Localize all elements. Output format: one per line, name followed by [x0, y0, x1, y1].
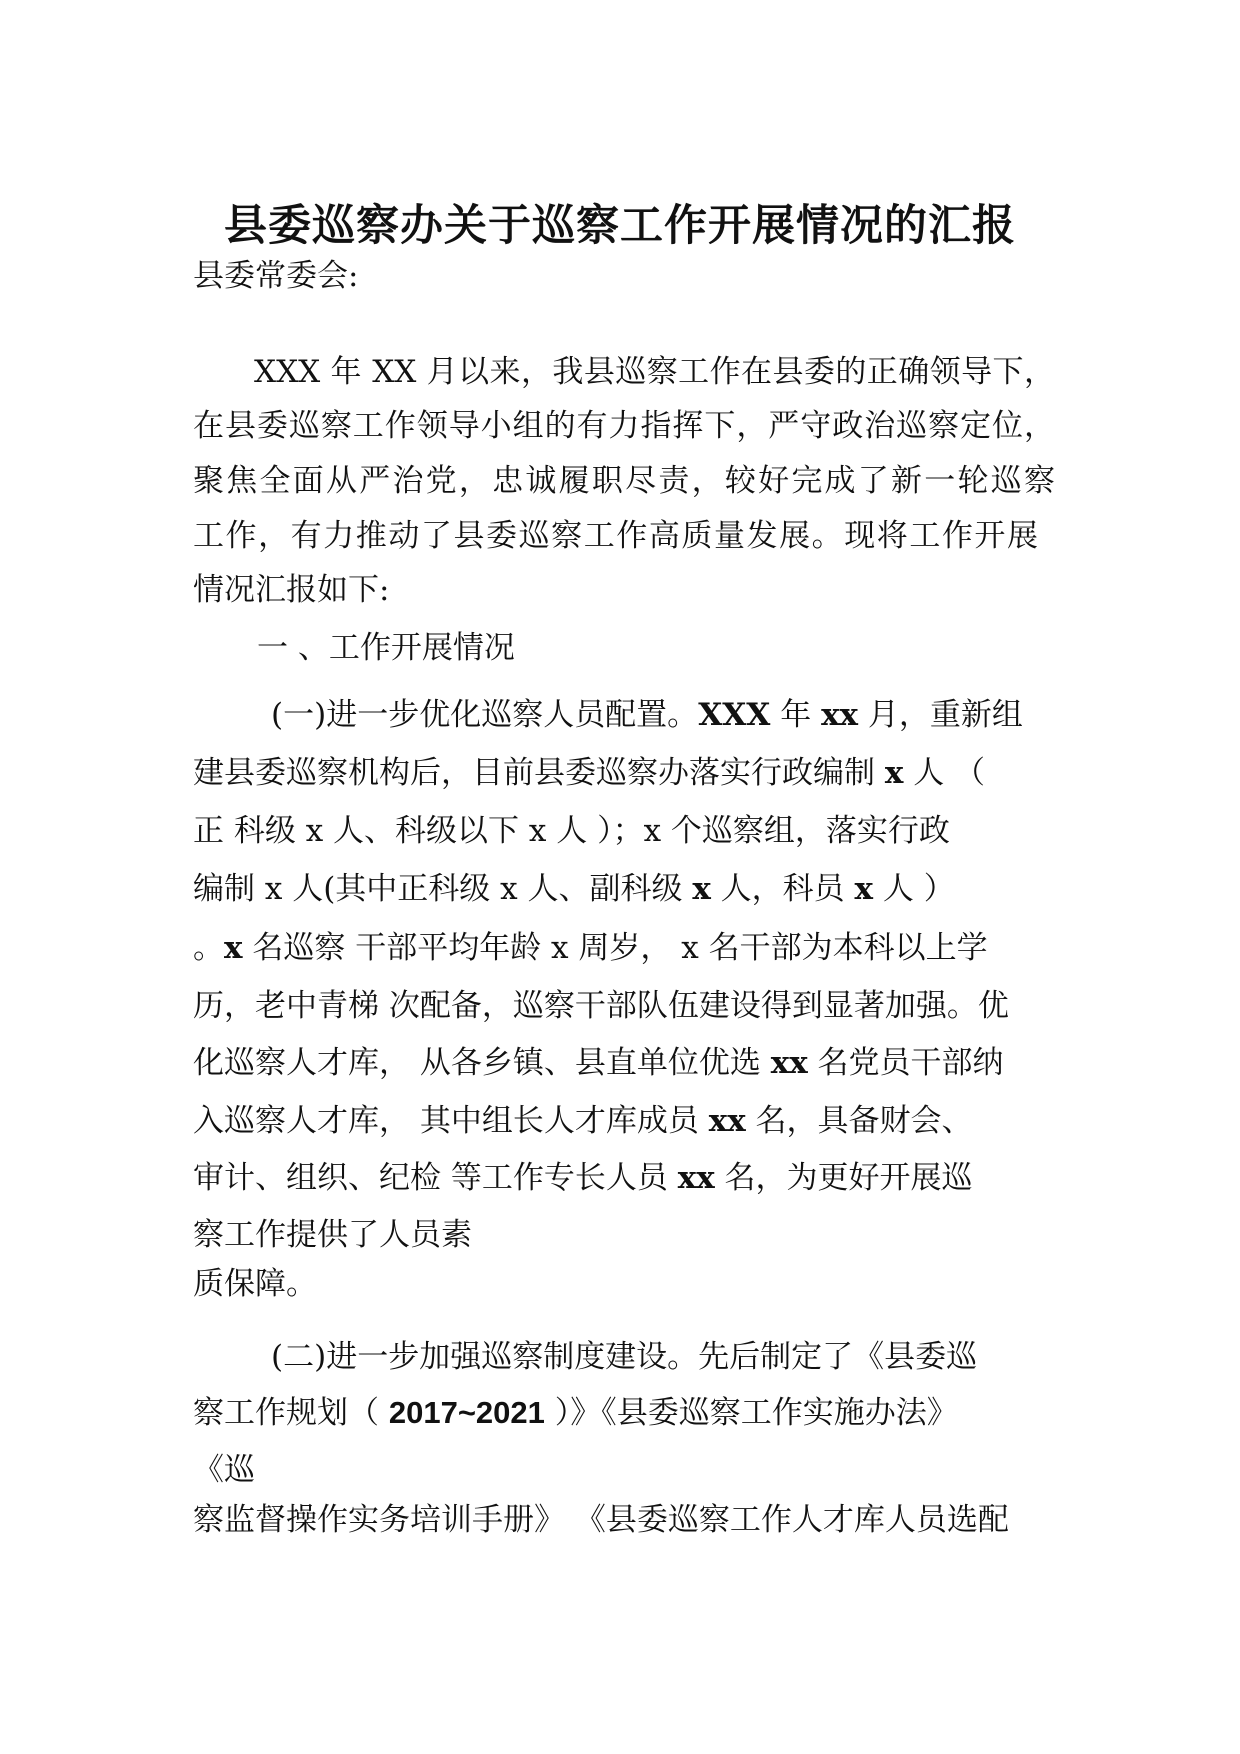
para1-line-1-rest: 月，重新组 — [858, 697, 1023, 733]
para1-line-9 — [193, 1158, 973, 1198]
para1-line-1-year-unit: 年 — [770, 697, 822, 733]
para2-line-1: (二)进一步加强巡察制度建设。先后制定了《县委巡 — [271, 1339, 978, 1375]
intro-line-5: 情况汇报如下: — [193, 572, 390, 608]
intro-line-3: 聚焦全面从严治党，忠诚履职尽责，较好完成了新一轮巡察 — [193, 463, 1055, 499]
intro-line-2: 在县委巡察工作领导小组的有力指挥下，严守政治巡察定位， — [193, 408, 1055, 444]
intro-line-4: 工作，有力推动了县委巡察工作高质量发展。现将工作开展 — [193, 518, 1038, 554]
para1-line-4-count-b: x — [854, 871, 874, 907]
para2-line-2-rest: ）》《县委巡察工作实施办法》 — [544, 1395, 958, 1431]
para2-line-3: 《巡 — [193, 1452, 255, 1488]
para1-line-3: 正 科级 x 人、科级以下 x 人 ）；x 个巡察组，落实行政 — [193, 813, 950, 849]
para1-line-5 — [193, 928, 988, 968]
para1-line-8-count: xx — [708, 1103, 746, 1139]
para1-line-7-text: 化巡察人才库， 从各乡镇、县直单位优选 — [193, 1045, 771, 1081]
para2-line-2-text: 察工作规划（ — [193, 1395, 389, 1431]
para1-line-10: 察工作提供了人员素 — [193, 1217, 472, 1253]
para2-line-2 — [193, 1393, 958, 1433]
para1-line-6: 历，老中青梯 次配备，巡察干部队伍建设得到显著加强。优 — [193, 988, 1009, 1024]
intro-line-1: XXX 年 XX 月以来，我县巡察工作在县委的正确领导下， — [254, 354, 1055, 390]
para1-line-4-text: 编制 x 人(其中正科级 x 人、副科级 — [193, 871, 693, 907]
para1-line-2-rest: 人 （ — [903, 755, 986, 791]
para1-line-4-count-a: x — [692, 871, 711, 907]
para1-line-8 — [193, 1101, 973, 1141]
month-placeholder: xx — [821, 697, 859, 733]
para1-line-8-text: 入巡察人才库， 其中组长人才库成员 — [193, 1103, 709, 1139]
para1-line-2 — [193, 753, 985, 793]
para1-line-9-text: 审计、组织、纪检 等工作专长人员 — [193, 1160, 678, 1196]
para1-line-1 — [271, 695, 1023, 735]
para1-line-4-mid: 人，科员 — [710, 871, 855, 907]
para1-line-1-text: (一)进一步优化巡察人员配置。 — [271, 697, 699, 733]
para1-line-4 — [193, 869, 955, 909]
para1-line-7-count: xx — [770, 1045, 808, 1081]
para1-line-5-rest: 名巡察 干部平均年龄 x 周岁， x 名干部为本科以上学 — [242, 930, 988, 966]
para1-line-4-rest: 人 ） — [873, 871, 955, 907]
para1-line-9-rest: 名，为更好开展巡 — [714, 1160, 973, 1196]
para1-line-9-count: xx — [677, 1160, 715, 1196]
para1-line-7-rest: 名党员干部纳 — [807, 1045, 1004, 1081]
year-placeholder: XXX — [698, 697, 771, 733]
document-title: 县委巡察办关于巡察工作开展情况的汇报 — [224, 201, 1016, 251]
para1-line-2-count: x — [884, 755, 904, 791]
para1-line-7 — [193, 1043, 1004, 1083]
para1-line-8-rest: 名，具备财会、 — [745, 1103, 973, 1139]
salutation: 县委常委会: — [193, 258, 359, 294]
section-heading: 一 、工作开展情况 — [257, 630, 515, 666]
para2-line-4: 察监督操作实务培训手册》 《县委巡察工作人才库人员选配 — [193, 1502, 1009, 1538]
para1-line-5-count: x — [224, 930, 243, 966]
para1-line-11: 质保障。 — [193, 1266, 317, 1302]
para1-line-2-text: 建县委巡察机构后，目前县委巡察办落实行政编制 — [193, 755, 885, 791]
para1-line-5-lead: 。 — [193, 930, 224, 966]
plan-years: 2017~2021 — [388, 1395, 545, 1430]
